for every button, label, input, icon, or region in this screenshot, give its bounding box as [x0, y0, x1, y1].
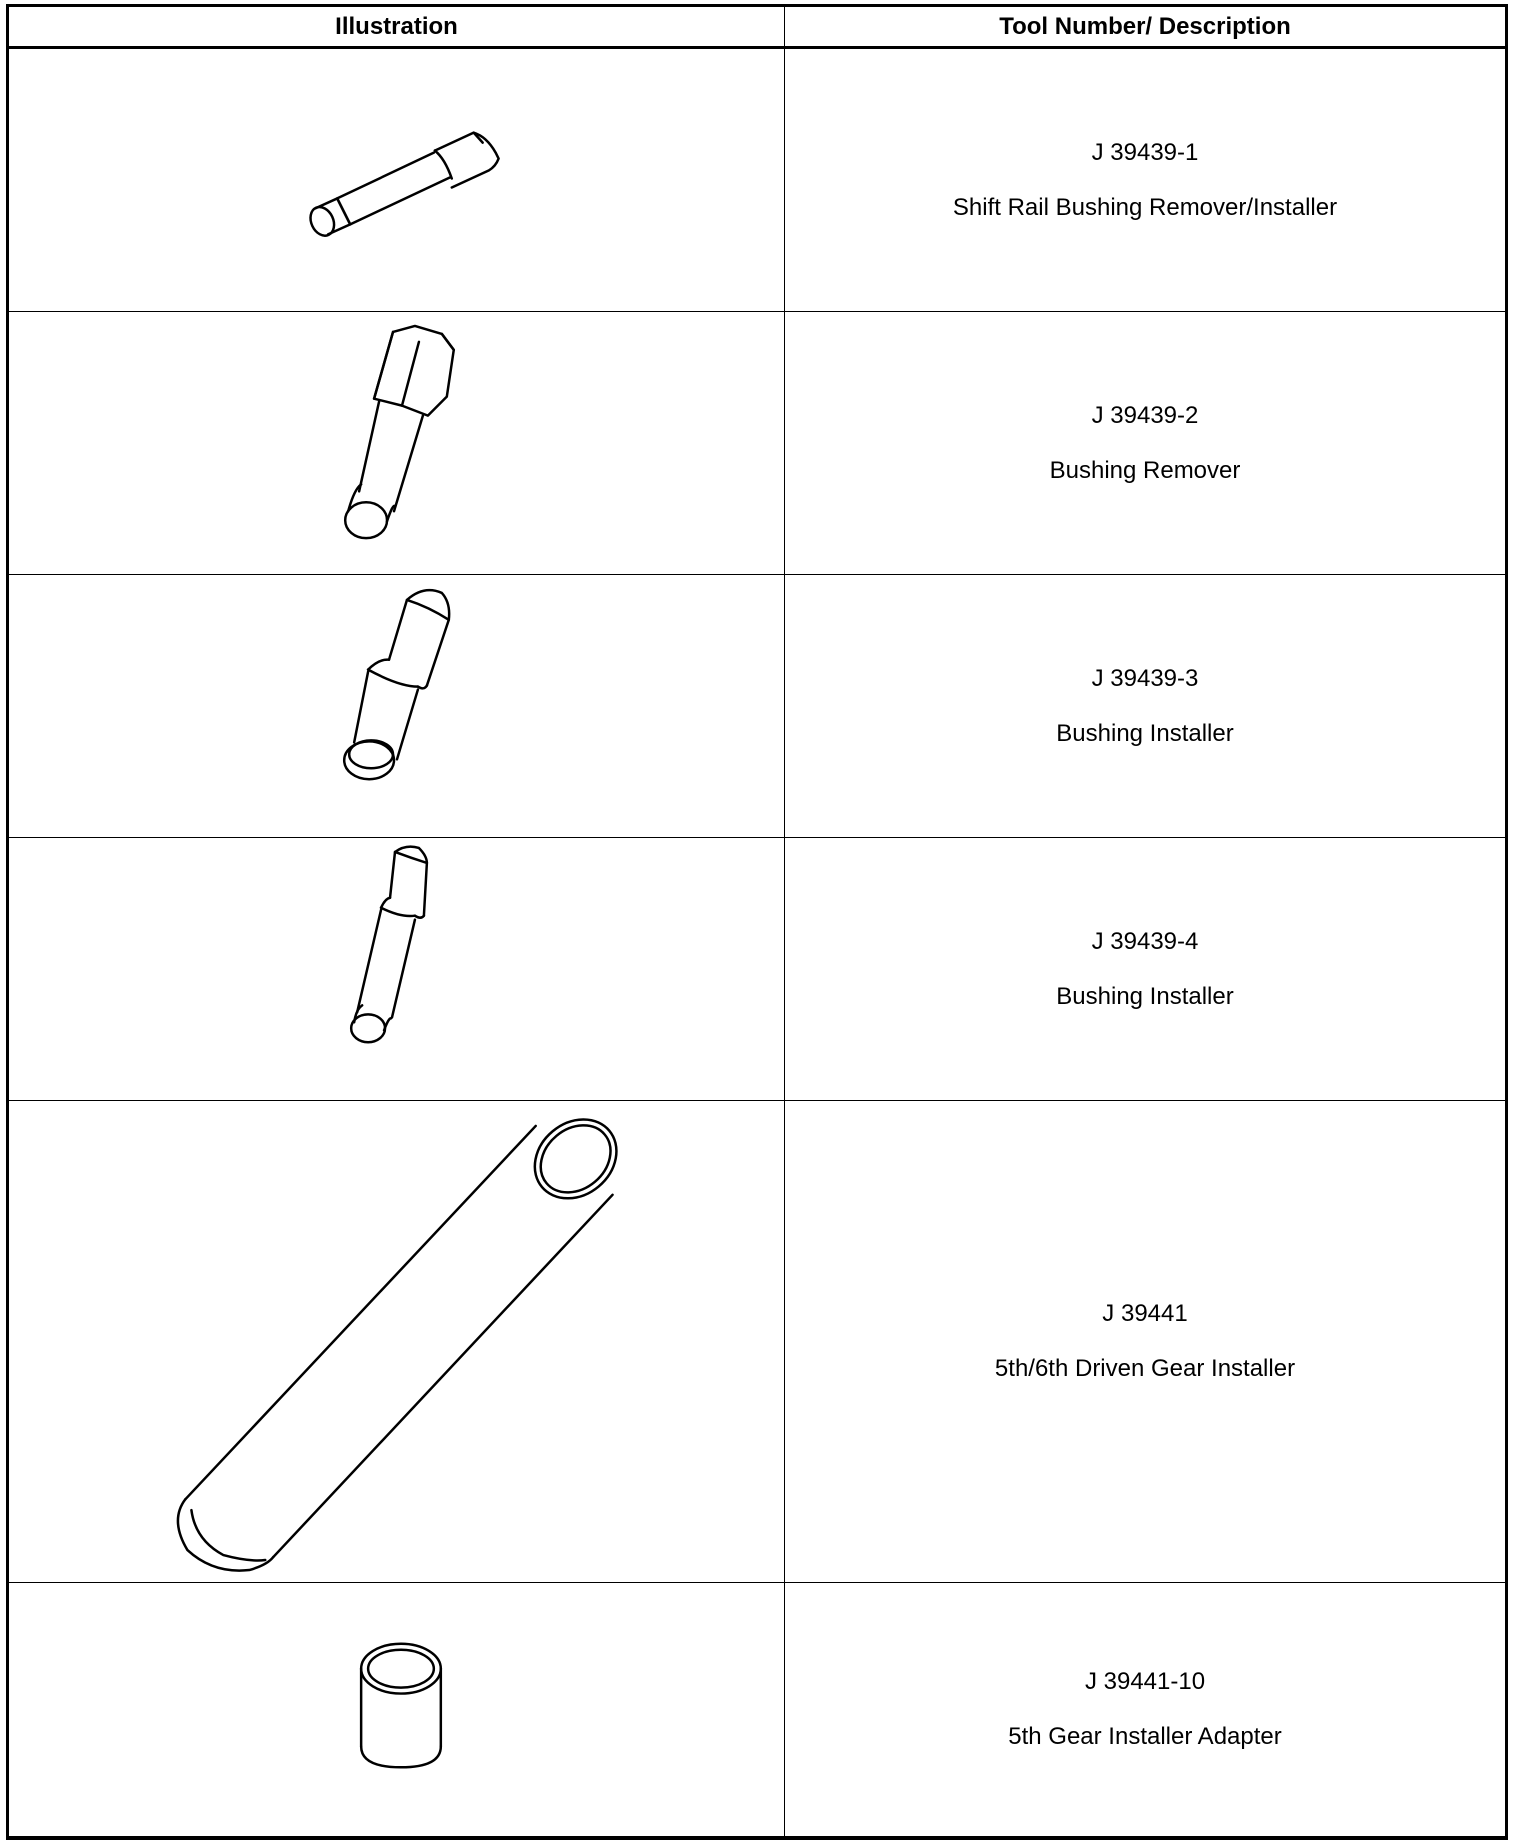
column-divider: [784, 7, 785, 1837]
bushing-installer-small-icon: [9, 838, 784, 1100]
driven-gear-installer-icon: [9, 1101, 784, 1582]
illustration-cell: [9, 1101, 784, 1582]
gear-installer-adapter-icon: [9, 1583, 784, 1836]
illustration-cell: [9, 838, 784, 1100]
bushing-remover-icon: [9, 312, 784, 574]
description-cell: [785, 312, 1505, 574]
tool-number: J 39441: [1102, 1300, 1188, 1327]
description-cell: [785, 1101, 1505, 1582]
tool-description: Shift Rail Bushing Remover/Installer: [952, 193, 1338, 221]
description-cell: [785, 838, 1505, 1100]
table-header-row: [9, 7, 1505, 49]
tool-number: J 39439-4: [1091, 927, 1199, 955]
tool-description: Bushing Installer: [1056, 719, 1234, 747]
table-row: [9, 49, 1505, 312]
shift-rail-bushing-tool-icon: [9, 49, 784, 311]
description-cell: [785, 575, 1505, 837]
tool-description: 5th Gear Installer Adapter: [1008, 1723, 1282, 1750]
illustration-cell: [9, 575, 784, 837]
illustration-cell: [9, 1583, 784, 1836]
tool-description: Bushing Installer: [1056, 982, 1234, 1010]
illustration-cell: [9, 312, 784, 574]
table-row: [9, 1583, 1505, 1837]
tool-number: J 39439-2: [1091, 401, 1199, 429]
table-row: [9, 838, 1505, 1101]
table-row: [9, 312, 1505, 575]
description-column-header: Tool Number/ Description: [999, 13, 1291, 40]
tool-description: 5th/6th Driven Gear Installer: [994, 1355, 1296, 1382]
table-row: [9, 1101, 1505, 1583]
tool-number: J 39439-3: [1091, 664, 1199, 692]
description-cell: [785, 49, 1505, 311]
illustration-column-header: Illustration: [335, 13, 458, 40]
table-row: [9, 575, 1505, 838]
tool-number: J 39441-10: [1084, 1668, 1206, 1695]
tool-number: J 39439-1: [1091, 138, 1199, 166]
description-cell: [785, 1583, 1505, 1836]
tool-description: Bushing Remover: [1049, 456, 1241, 484]
illustration-cell: [9, 49, 784, 311]
bushing-installer-icon: [9, 575, 784, 837]
tools-table: [6, 4, 1508, 1840]
